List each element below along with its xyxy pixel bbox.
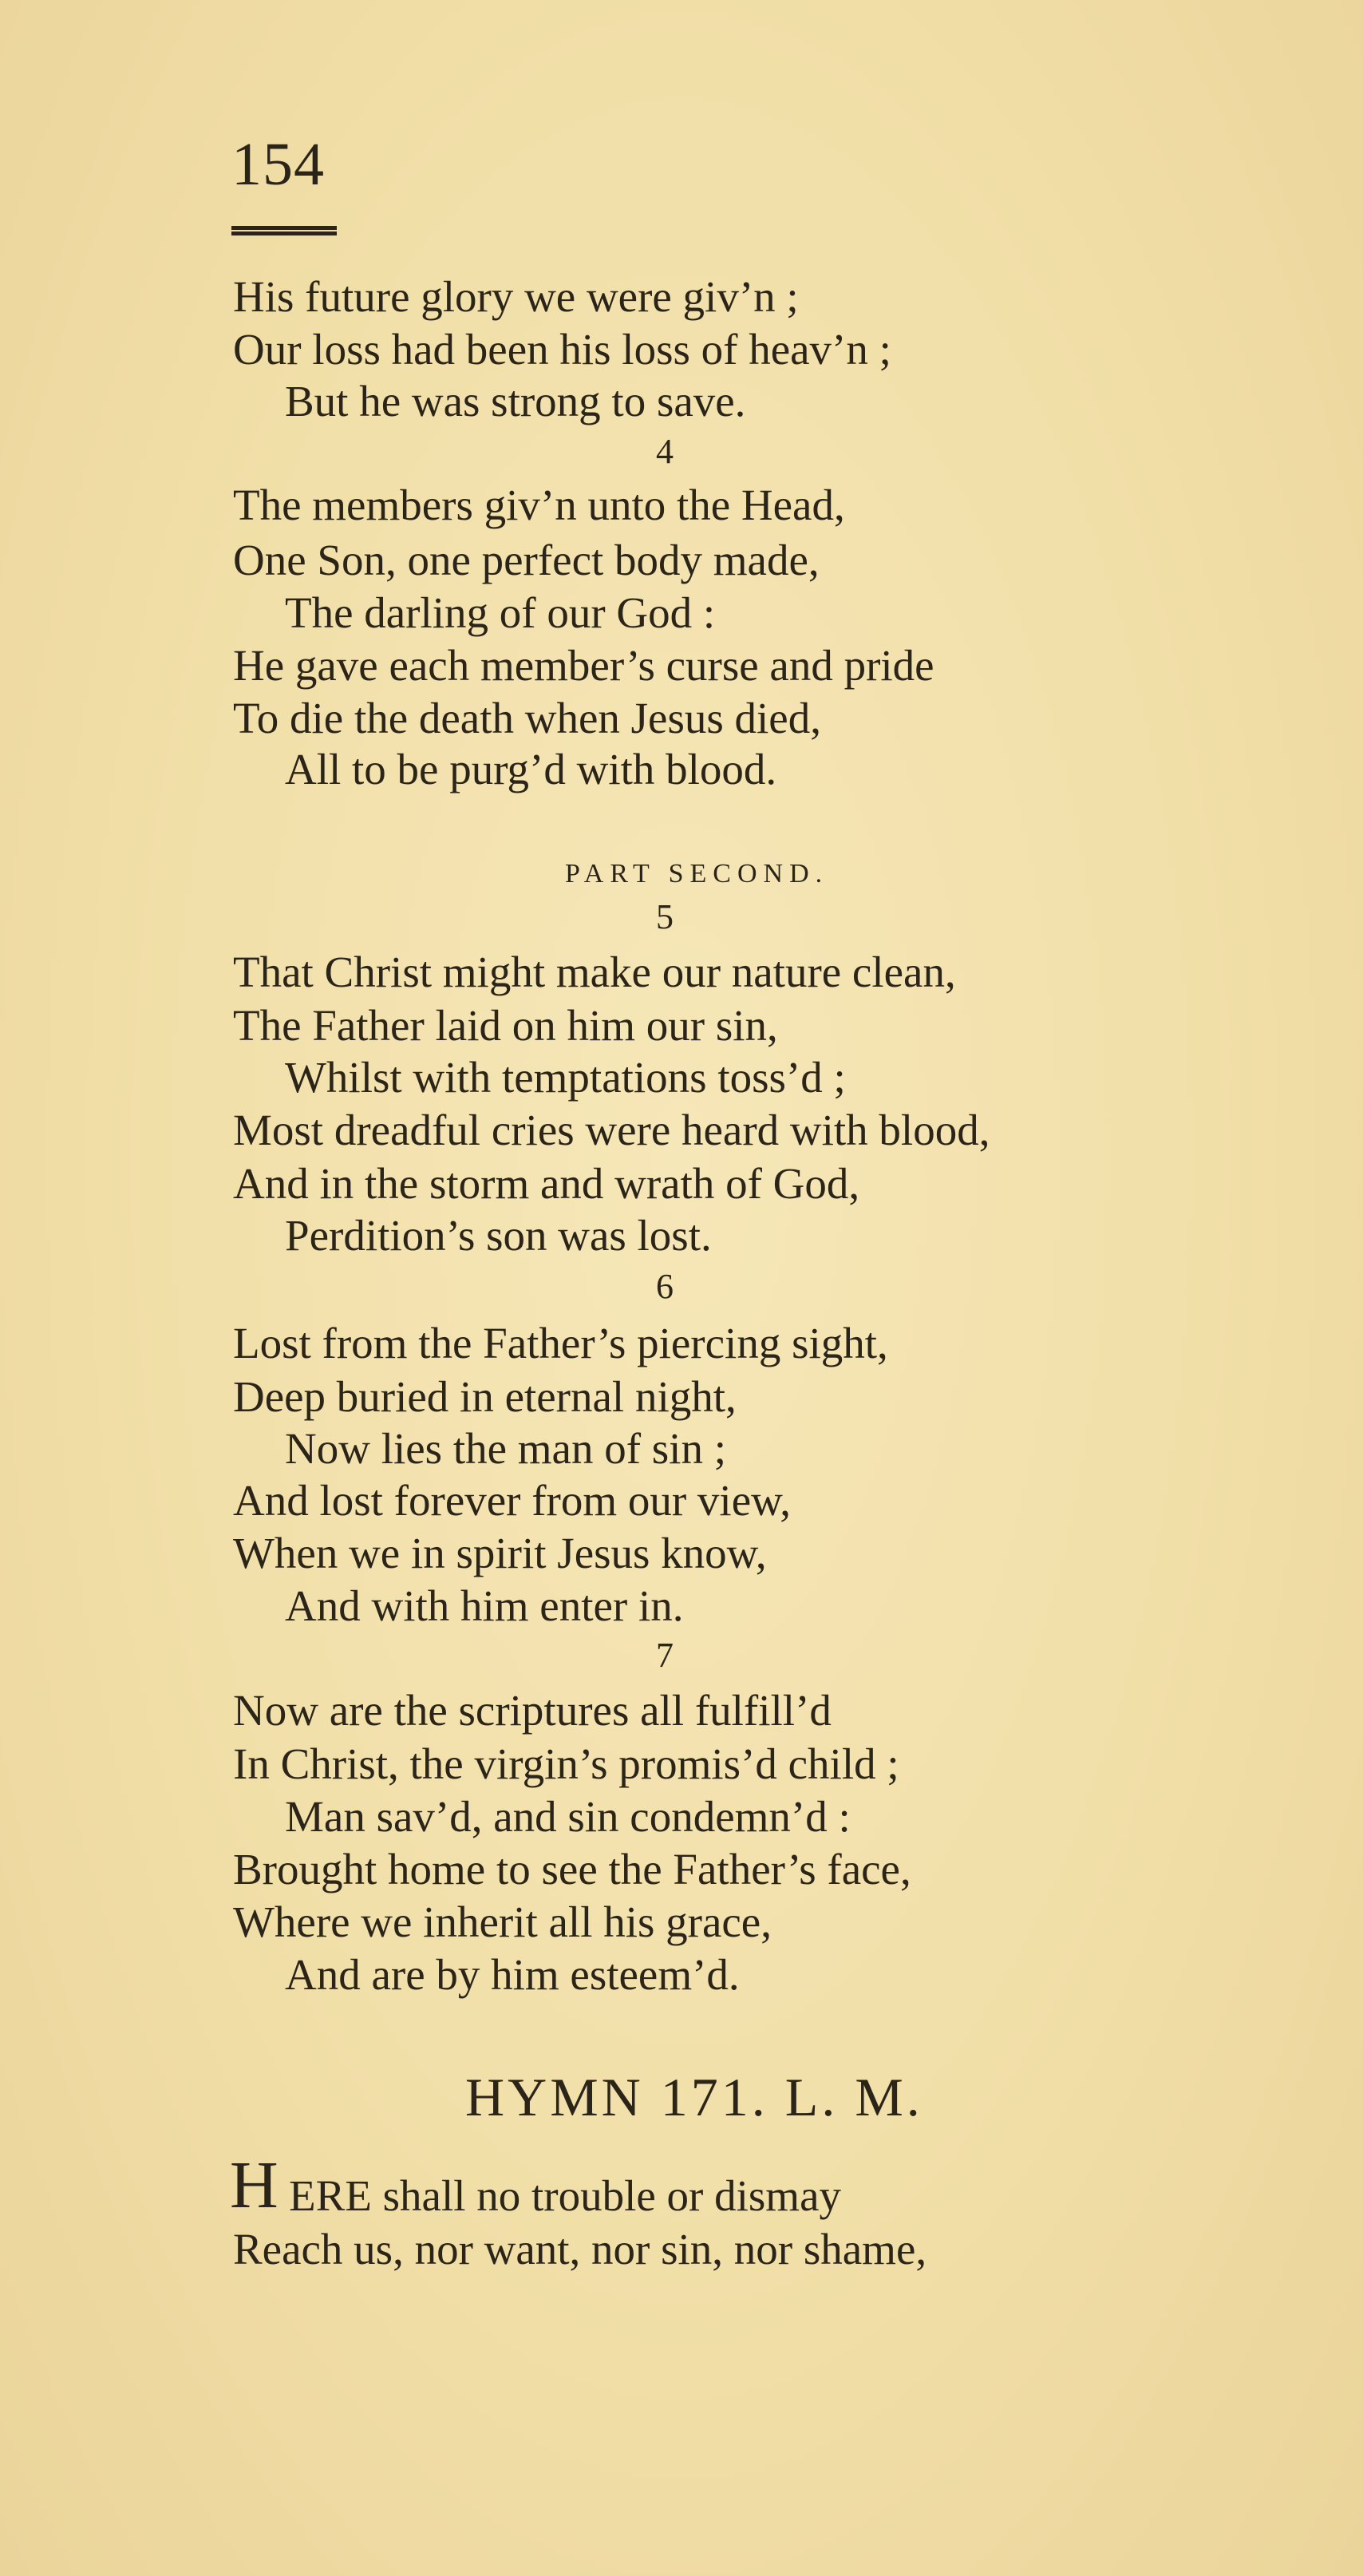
verse-line: Perdition’s son was lost. xyxy=(285,1211,712,1260)
verse-line: And are by him esteem’d. xyxy=(285,1950,740,1999)
hymn-title: HYMN 171. L. M. xyxy=(465,2067,923,2127)
verse-line: The members giv’n unto the Head, xyxy=(233,481,845,529)
verse-line: The Father laid on him our sin, xyxy=(233,1001,778,1050)
verse-line: ERE shall no trouble or dismay xyxy=(289,2171,841,2220)
verse-line: When we in spirit Jesus know, xyxy=(233,1529,767,1577)
header-rule xyxy=(231,226,337,235)
drop-cap: H xyxy=(230,2148,279,2222)
verse-line: Brought home to see the Father’s face, xyxy=(233,1845,911,1893)
verse-line: Lost from the Father’s piercing sight, xyxy=(233,1319,888,1367)
verse-line: Our loss had been his loss of heav’n ; xyxy=(233,325,891,374)
stanza-number: 7 xyxy=(656,1636,674,1675)
verse-line: One Son, one perfect body made, xyxy=(233,536,820,584)
verse-line: All to be purg’d with blood. xyxy=(285,745,777,793)
verse-line: Most dreadful cries were heard with blood, xyxy=(233,1106,990,1154)
verse-line: Now are the scriptures all fulfill’d xyxy=(233,1686,832,1735)
verse-line: And in the storm and wrath of God, xyxy=(233,1159,860,1208)
verse-line: But he was strong to save. xyxy=(285,377,746,425)
verse-line: To die the death when Jesus died, xyxy=(233,694,821,742)
verse-line: Whilst with temptations toss’d ; xyxy=(285,1053,846,1102)
verse-line: Reach us, nor want, nor sin, nor shame, xyxy=(233,2225,927,2273)
part-heading: PART SECOND. xyxy=(565,859,829,888)
verse-line: And with him enter in. xyxy=(285,1581,684,1630)
stanza-number: 6 xyxy=(656,1267,674,1306)
verse-line: The darling of our God : xyxy=(285,588,716,637)
stanza-number: 5 xyxy=(656,897,674,936)
verse-line: His future glory we were giv’n ; xyxy=(233,272,799,321)
verse-line: Deep buried in eternal night, xyxy=(233,1372,737,1421)
verse-line: Now lies the man of sin ; xyxy=(285,1424,726,1473)
stanza-number: 4 xyxy=(656,432,674,471)
page-number: 154 xyxy=(231,131,325,198)
verse-line: And lost forever from our view, xyxy=(233,1476,792,1525)
verse-line: Where we inherit all his grace, xyxy=(233,1897,772,1946)
verse-line: In Christ, the virgin’s promis’d child ; xyxy=(233,1739,899,1788)
verse-line: He gave each member’s curse and pride xyxy=(233,641,934,690)
verse-line: Man sav’d, and sin condemn’d : xyxy=(285,1792,851,1841)
verse-line: That Christ might make our nature clean, xyxy=(233,948,956,996)
